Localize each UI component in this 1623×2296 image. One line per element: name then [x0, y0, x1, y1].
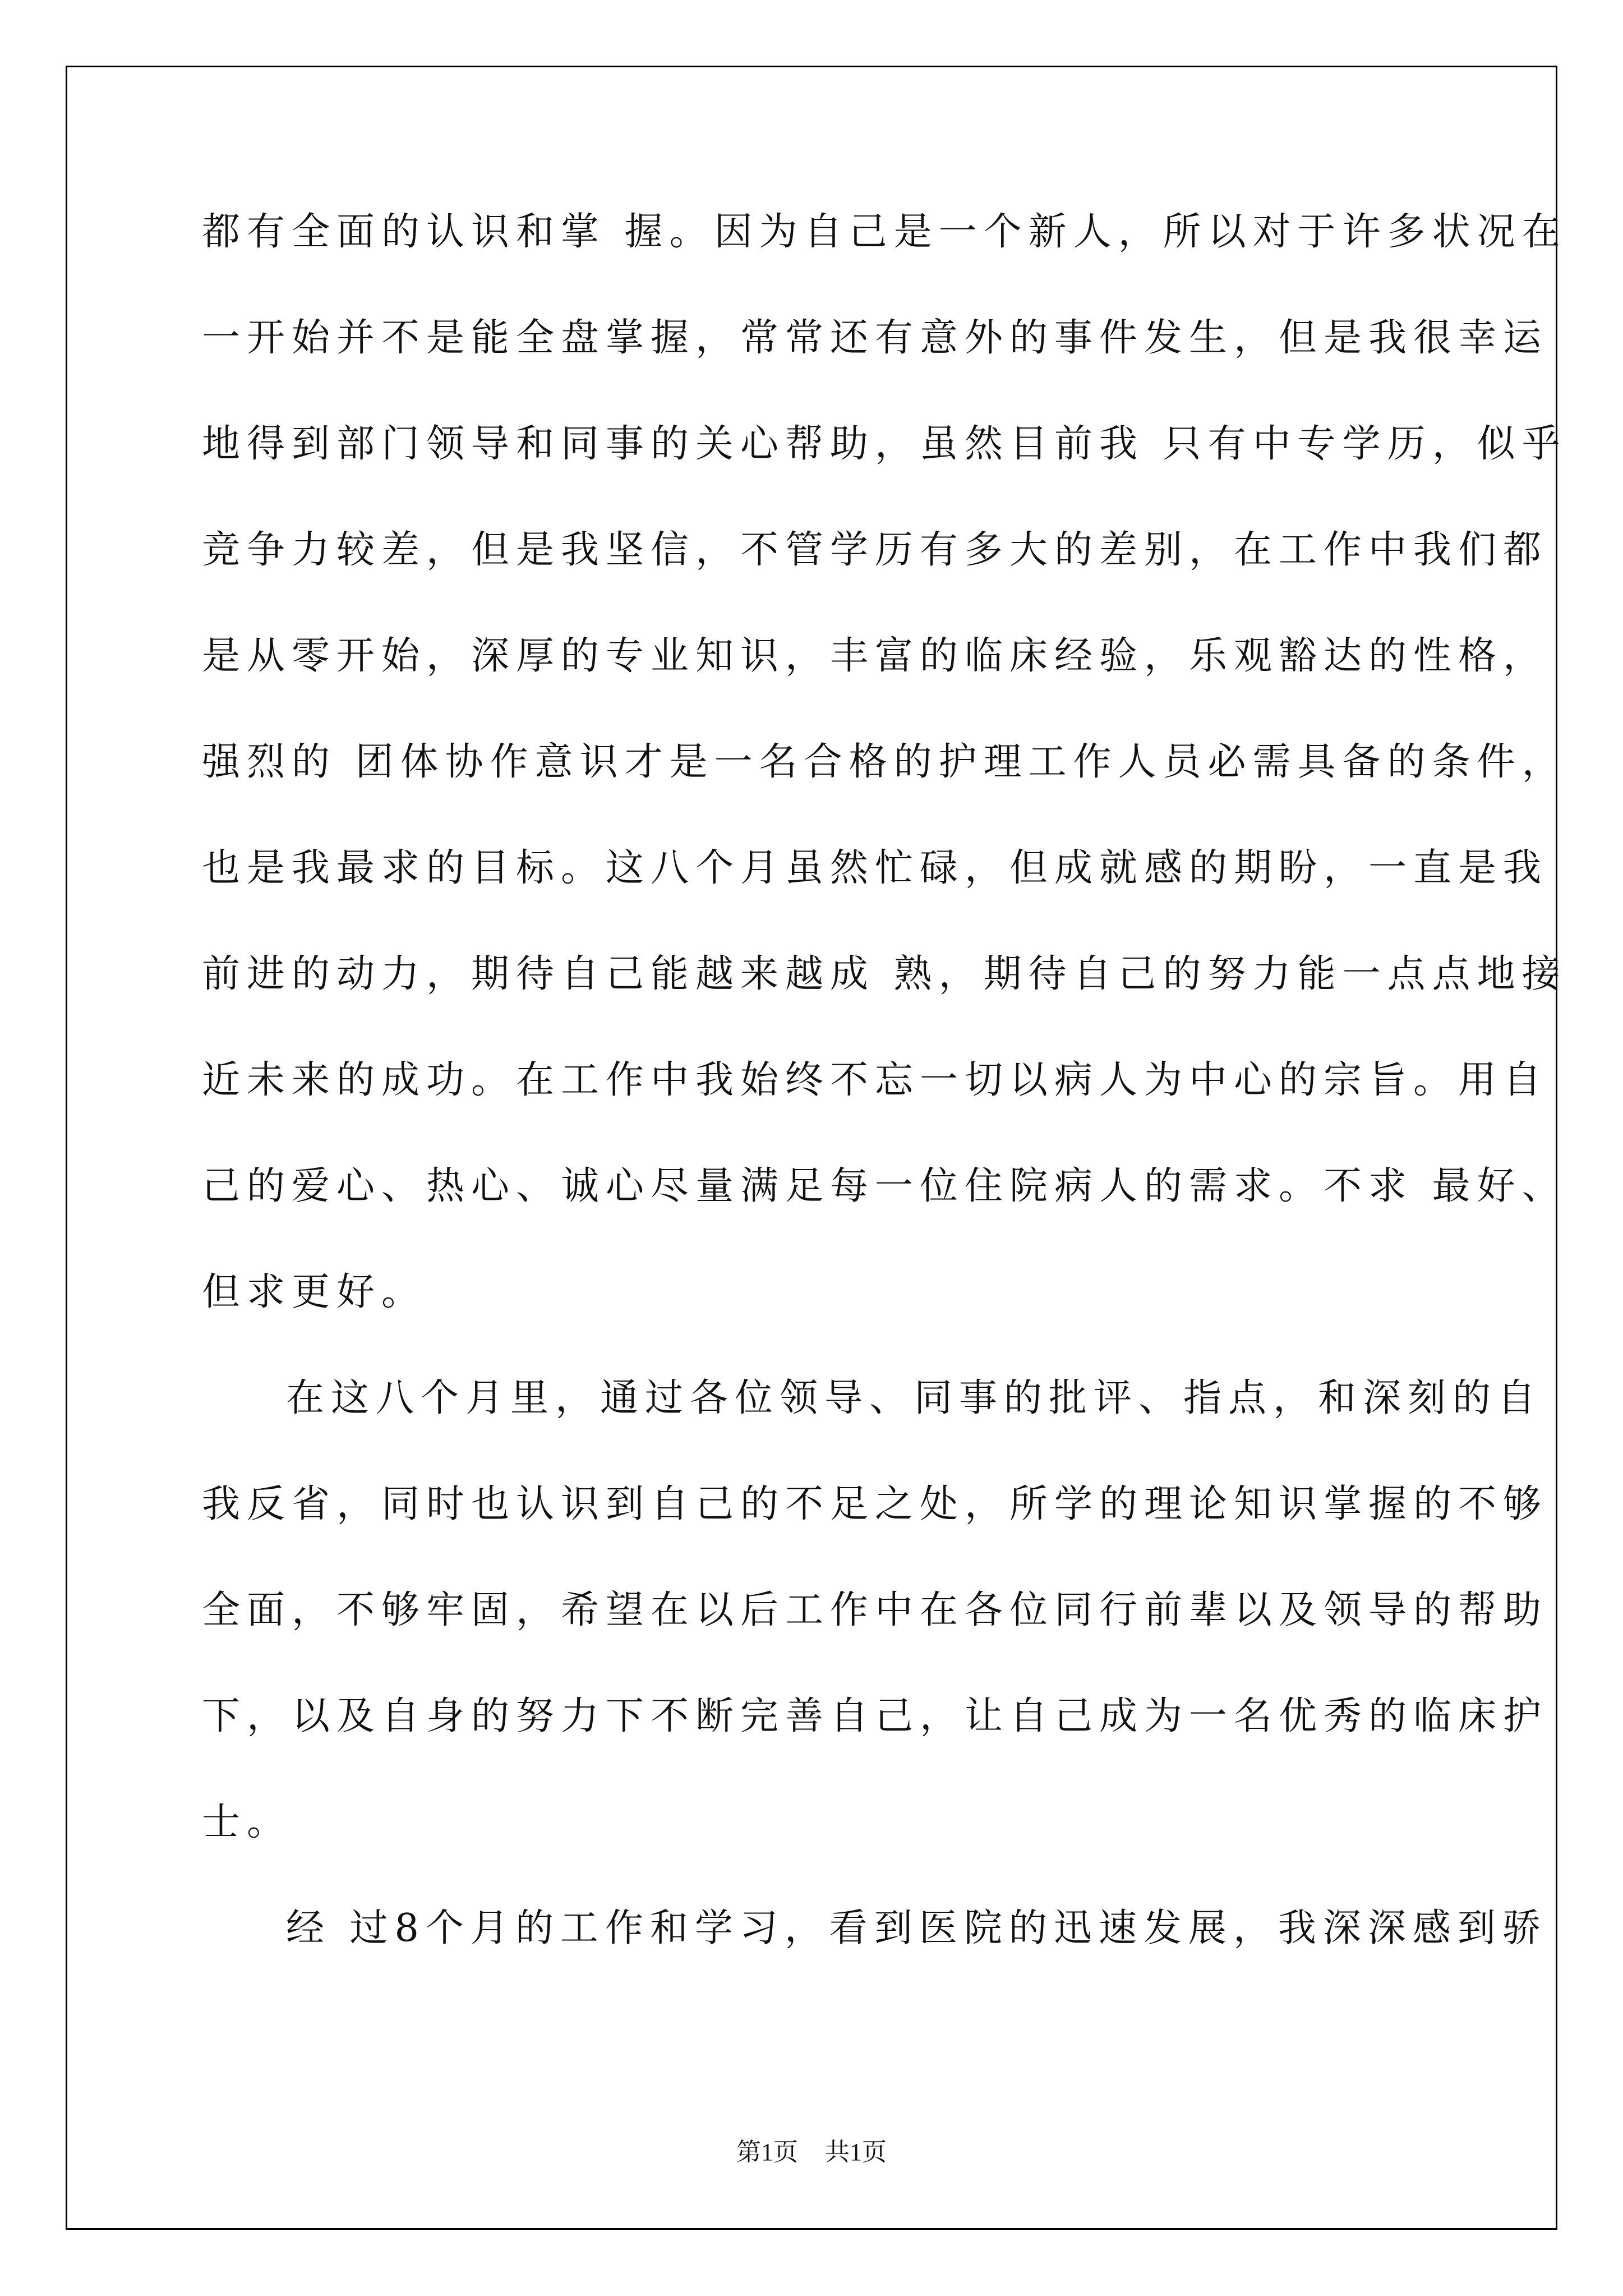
- document-body: [202, 210, 1567, 2016]
- body-line: 近未来的成功。在工作中我始终不忘一切以病人为中心的宗旨。用自: [202, 1058, 1548, 1102]
- paragraph-first-line: 在这八个月里，通过各位领导、同事的批评、指点，和深刻的自: [286, 1376, 1543, 1420]
- body-line: 也是我最求的目标。这八个月虽然忙碌，但成就感的期盼，一直是我: [202, 846, 1548, 890]
- body-line: 一开始并不是能全盘掌握，常常还有意外的事件发生，但是我很幸运: [202, 316, 1548, 360]
- body-line: 都有全面的认识和掌 握。因为自己是一个新人，所以对于许多状况在: [202, 210, 1567, 254]
- paragraph-first-line: 经 过8个月的工作和学习，看到医院的迅速发展，我深深感到骄: [286, 1906, 1547, 1950]
- body-line: 全面，不够牢固，希望在以后工作中在各位同行前辈以及领导的帮助: [202, 1588, 1548, 1632]
- page-number: 第1页: [736, 2138, 798, 2166]
- body-line: 地得到部门领导和同事的关心帮助，虽然目前我 只有中专学历，似乎: [202, 422, 1567, 466]
- body-line: 前进的动力，期待自己能越来越成 熟，期待自己的努力能一点点地接: [202, 952, 1567, 996]
- body-line: 士。: [202, 1800, 292, 1844]
- body-line: 强烈的 团体协作意识才是一名合格的护理工作人员必需具备的条件，: [202, 740, 1567, 784]
- body-line: 竞争力较差，但是我坚信，不管学历有多大的差别，在工作中我们都: [202, 528, 1548, 572]
- page-total: 共1页: [825, 2138, 887, 2166]
- body-line: 我反省，同时也认识到自己的不足之处，所学的理论知识掌握的不够: [202, 1482, 1548, 1526]
- body-line: 己的爱心、热心、诚心尽量满足每一位住院病人的需求。不求 最好、: [202, 1164, 1567, 1208]
- body-line: 下，以及自身的努力下不断完善自己，让自己成为一名优秀的临床护: [202, 1694, 1548, 1738]
- body-line: 是从零开始，深厚的专业知识，丰富的临床经验，乐观豁达的性格，: [202, 634, 1548, 678]
- page-footer: [0, 2132, 1623, 2168]
- body-line: 但求更好。: [202, 1270, 427, 1314]
